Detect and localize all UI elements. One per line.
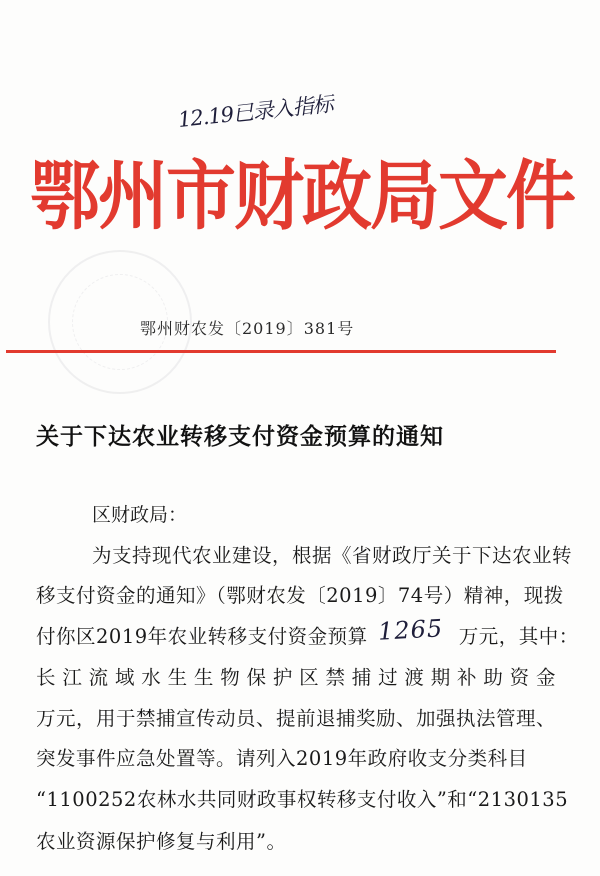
document-number: 鄂州财农发〔2019〕381号 xyxy=(140,319,355,338)
body-text-segment: 万元，其中： xyxy=(458,625,579,648)
body-paragraph-line: 农业资源保护修复与利用”。 xyxy=(36,830,287,853)
body-paragraph-line: 万元，用于禁捕宣传动员、提前退捕奖励、加强执法管理、 xyxy=(36,707,557,730)
notice-title: 关于下达农业转移支付资金预算的通知 xyxy=(36,424,444,450)
body-paragraph-line: 为支持现代农业建设，根据《省财政厅关于下达农业转 xyxy=(92,544,573,567)
body-text-segment: 付你区2019年农业转移支付资金预算 xyxy=(36,625,368,648)
body-paragraph-line: 移支付资金的通知》（鄂财农发〔2019〕74号）精神，现拨 xyxy=(36,584,564,607)
red-separator-line xyxy=(6,350,556,353)
document-header-title: 鄂州市财政局文件 xyxy=(30,151,574,241)
body-paragraph-line: “1100252农林水共同财政事权转移支付收入”和“2130135 xyxy=(36,788,569,811)
handwritten-note: 12.19已录入指标 xyxy=(176,91,334,132)
body-paragraph-line xyxy=(36,614,579,649)
body-paragraph-line: 突发事件应急处置等。请列入2019年政府收支分类科目 xyxy=(36,747,528,770)
body-paragraph-line: 长江流域水生生物保护区禁捕过渡期补助资金 xyxy=(36,666,556,689)
handwritten-amount: 1265 xyxy=(376,614,444,646)
recipient-line: 区财政局： xyxy=(92,504,188,526)
